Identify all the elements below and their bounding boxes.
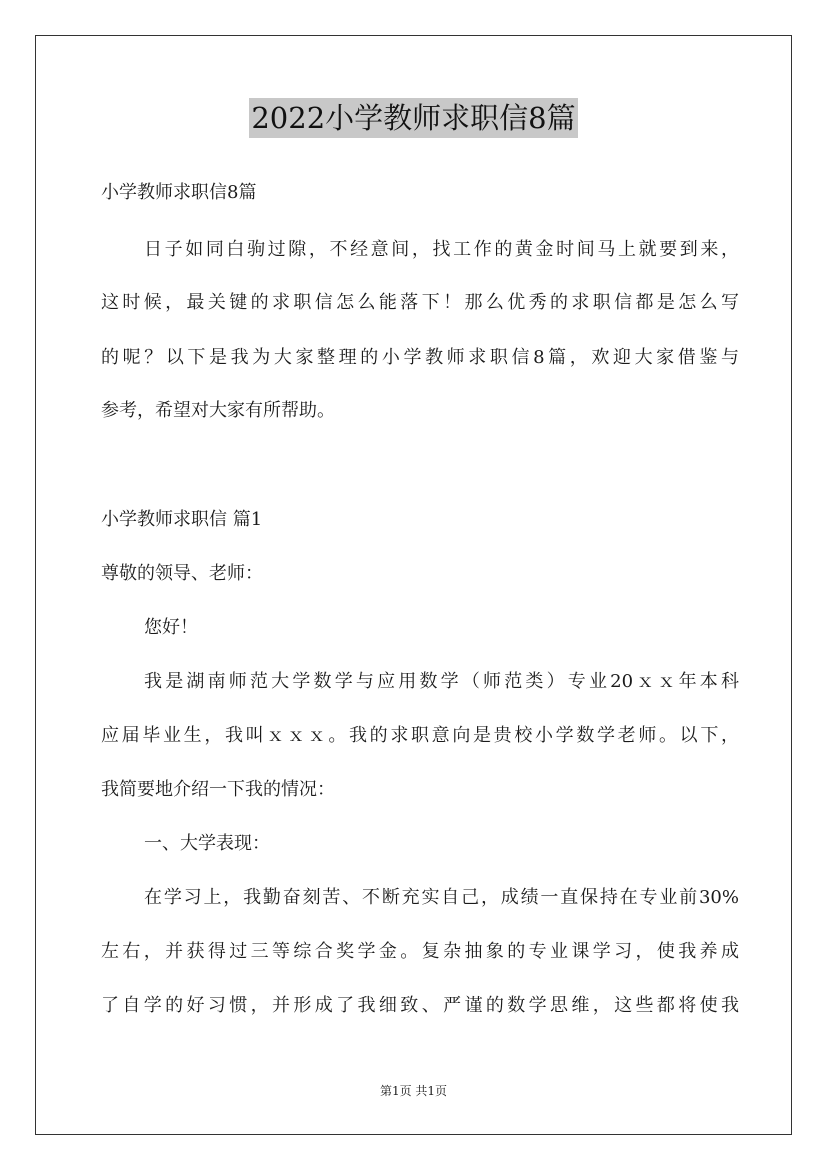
body-line-6: 左右，并获得过三等综合奖学金。复杂抽象的专业课学习，使我养成 [101, 941, 739, 962]
body-line-3: 我简要地介绍一下我的情况： [101, 779, 335, 800]
document-title: 2022小学教师求职信8篇 [249, 98, 577, 138]
document-subtitle: 小学教师求职信8篇 [101, 182, 257, 203]
body-line-2: 应届毕业生，我叫ｘｘｘ。我的求职意向是贵校小学数学老师。以下， [101, 725, 739, 746]
intro-line-4: 参考，希望对大家有所帮助。 [101, 400, 335, 421]
title-container [0, 98, 827, 138]
intro-line-1: 日子如同白驹过隙，不经意间，找工作的黄金时间马上就要到来， [144, 239, 739, 260]
salutation: 尊敬的领导、老师： [101, 563, 263, 584]
body-line-4: 一、大学表现： [144, 833, 270, 854]
intro-line-3: 的呢？以下是我为大家整理的小学教师求职信8篇，欢迎大家借鉴与 [101, 347, 739, 368]
body-line-5: 在学习上，我勤奋刻苦、不断充实自己，成绩一直保持在专业前30% [144, 887, 739, 908]
greeting: 您好！ [144, 617, 198, 638]
section-heading: 小学教师求职信 篇1 [101, 509, 263, 530]
body-line-7: 了自学的好习惯，并形成了我细致、严谨的数学思维，这些都将使我 [101, 995, 739, 1016]
body-line-1: 我是湖南师范大学数学与应用数学（师范类）专业20ｘｘ年本科 [144, 671, 739, 692]
page-footer: 第1页 共1页 [379, 1084, 448, 1098]
intro-line-2: 这时候，最关键的求职信怎么能落下！那么优秀的求职信都是怎么写 [101, 292, 739, 313]
